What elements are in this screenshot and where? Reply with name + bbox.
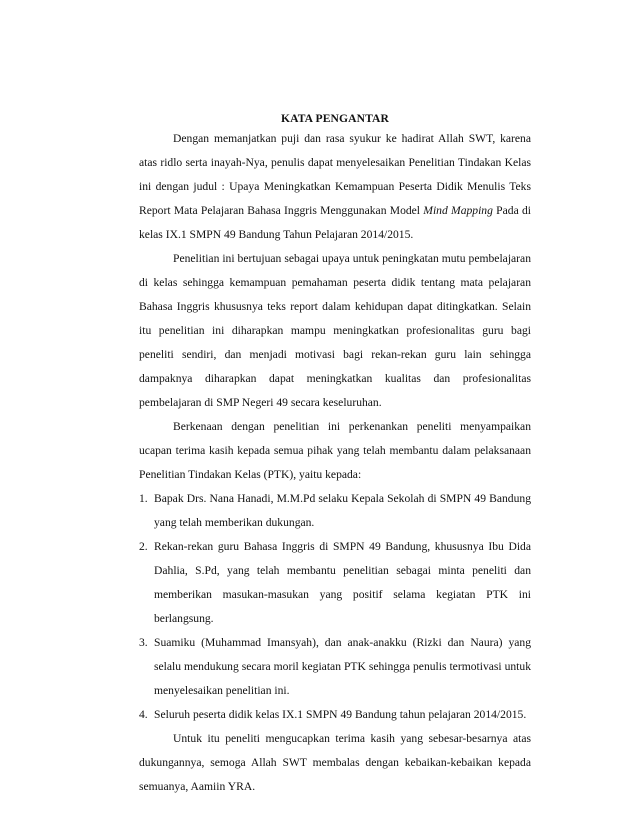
paragraph-intro-text: Dengan memanjatkan puji dan rasa syukur ke hadirat Allah SWT, karena atas ridlo serta inayah-Nya, penulis dapat menyelesaikan Penelitian Tindakan Kelas ini dengan judul : Upaya Meningkatkan Kemampuan Peserta Didik Menulis Teks Report Mata Pelajaran Bahasa Inggris Menggunakan Model xyxy=(139,132,531,217)
list-item xyxy=(139,487,531,535)
list-item xyxy=(139,631,531,703)
list-item-text: Bapak Drs. Nana Hanadi, M.M.Pd selaku Kepala Sekolah di SMPN 49 Bandung yang telah memberikan dukungan. xyxy=(154,492,531,529)
list-item xyxy=(139,535,531,631)
paragraph-intro-tail: Pada di kelas IX.1 SMPN 49 Bandung Tahun Pelajaran 2014/2015. xyxy=(139,204,531,241)
paragraph-closing: Untuk itu peneliti mengucapkan terima kasih yang sebesar-besarnya atas dukungannya, semoga Allah SWT membalas dengan kebaikan-kebaikan kepada semuanya, Aamiin YRA. xyxy=(139,732,531,793)
list-item-number: 4. xyxy=(139,708,148,721)
paragraph-purpose: Penelitian ini bertujuan sebagai upaya untuk peningkatan mutu pembelajaran di kelas sehingga kemampuan pemahaman peserta didik tentang mata pelajaran Bahasa Inggris khususnya teks report dalam kehidupan dapat ditingkatkan. Selain itu penelitian ini diharapkan mampu meningkatkan profesionalitas guru bagi peneliti sendiri, dan menjadi motivasi bagi rekan-rekan guru lain sehingga dampaknya diharapkan dapat meningkatkan kualitas dan profesionalitas pembelajaran di SMP Negeri 49 secara keseluruhan. xyxy=(139,252,531,409)
list-item-text: Rekan-rekan guru Bahasa Inggris di SMPN 49 Bandung, khususnya Ibu Dida Dahlia, S.Pd, yang telah membantu penelitian sebagai minta peneliti dan memberikan masukan-masukan yang positif selama kegiatan PTK ini berlangsung. xyxy=(154,540,531,625)
list-item-number: 2. xyxy=(139,540,148,553)
list-item-text: Suamiku (Muhammad Imansyah), dan anak-anakku (Rizki dan Naura) yang selalu mendukung secara moril kegiatan PTK sehingga penulis termotivasi untuk menyelesaikan penelitian ini. xyxy=(154,636,531,697)
paragraph-intro xyxy=(139,127,531,247)
document-body xyxy=(139,127,531,799)
paragraph-intro-italic: Mind Mapping xyxy=(423,204,493,217)
document-title: KATA PENGANTAR xyxy=(280,112,389,125)
thanks-list xyxy=(139,487,531,727)
list-item-number: 1. xyxy=(139,492,148,505)
list-item-number: 3. xyxy=(139,636,148,649)
list-item xyxy=(139,703,531,727)
paragraph-thanks: Berkenaan dengan penelitian ini perkenankan peneliti menyampaikan ucapan terima kasih kepada semua pihak yang telah membantu dalam pelaksanaan Penelitian Tindakan Kelas (PTK), yaitu kepada: xyxy=(139,420,531,481)
list-item-text: Seluruh peserta didik kelas IX.1 SMPN 49 Bandung tahun pelajaran 2014/2015. xyxy=(154,708,527,721)
